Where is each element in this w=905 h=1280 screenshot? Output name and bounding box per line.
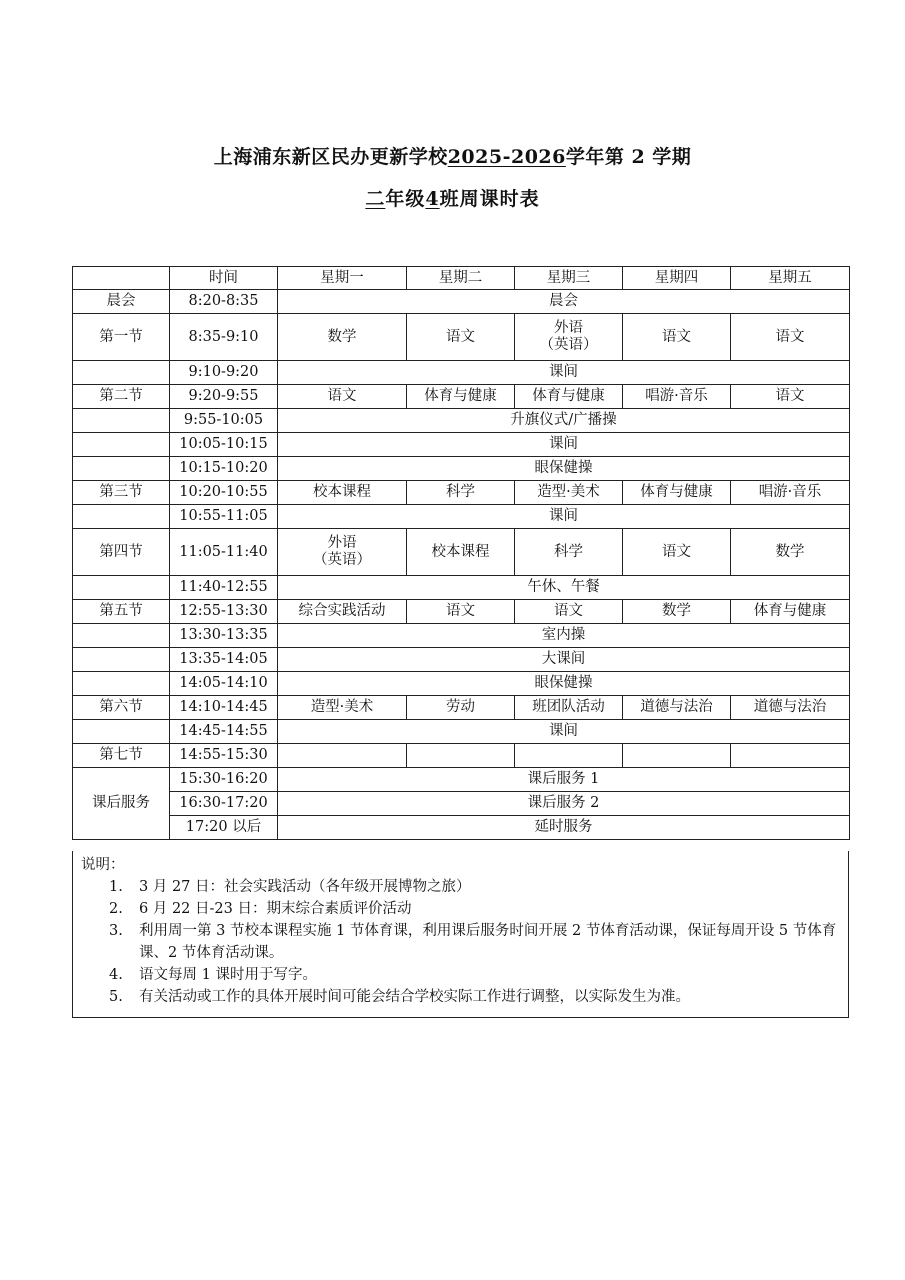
- header-cell: 星期二: [407, 267, 515, 290]
- note-number: 4.: [109, 967, 123, 983]
- merged-activity-cell: 课间: [278, 505, 850, 529]
- subject-cell: 科学: [515, 529, 623, 576]
- table-row: [73, 792, 850, 816]
- note-number: 1.: [109, 879, 123, 895]
- merged-activity-cell: 延时服务: [278, 816, 850, 840]
- title-prefix: 上海浦东新区民办更新学校: [213, 146, 448, 168]
- period-label: [73, 505, 170, 529]
- schedule-body: [73, 267, 850, 840]
- period-label: 第六节: [73, 696, 170, 720]
- subject-cell: 造型·美术: [278, 696, 407, 720]
- note-item: [73, 898, 848, 920]
- subject-cell: 体育与健康: [515, 385, 623, 409]
- header-cell: 星期四: [623, 267, 731, 290]
- subject-cell: 唱游·音乐: [731, 481, 850, 505]
- time-cell: 14:55-15:30: [170, 744, 278, 768]
- subject-cell: 外语 （英语）: [278, 529, 407, 576]
- note-number: 5.: [109, 989, 123, 1005]
- table-row: [73, 457, 850, 481]
- time-cell: 10:20-10:55: [170, 481, 278, 505]
- subject-cell: 语文: [623, 314, 731, 361]
- subject-cell: 语文: [278, 385, 407, 409]
- note-number: 3.: [109, 923, 123, 939]
- subject-cell: 体育与健康: [407, 385, 515, 409]
- table-row: [73, 505, 850, 529]
- period-label: [73, 361, 170, 385]
- table-row: [73, 816, 850, 840]
- merged-activity-cell: 午休、午餐: [278, 576, 850, 600]
- subject-cell: [278, 744, 407, 768]
- period-label: 第二节: [73, 385, 170, 409]
- time-cell: 11:40-12:55: [170, 576, 278, 600]
- merged-activity-cell: 课间: [278, 720, 850, 744]
- time-cell: 14:10-14:45: [170, 696, 278, 720]
- period-label: 第一节: [73, 314, 170, 361]
- note-item: [73, 986, 848, 1008]
- header-cell: [73, 267, 170, 290]
- time-cell: 15:30-16:20: [170, 768, 278, 792]
- header-cell: 星期一: [278, 267, 407, 290]
- note-text: 语文每周 1 课时用于写字。: [139, 967, 317, 983]
- header-cell: 时间: [170, 267, 278, 290]
- subject-cell: 综合实践活动: [278, 600, 407, 624]
- subject-cell: [407, 744, 515, 768]
- time-cell: 10:05-10:15: [170, 433, 278, 457]
- period-label: [73, 648, 170, 672]
- merged-activity-cell: 室内操: [278, 624, 850, 648]
- table-row: [73, 314, 850, 361]
- subtitle-class: 4: [425, 188, 440, 210]
- header-cell: 星期五: [731, 267, 850, 290]
- table-row: [73, 481, 850, 505]
- time-cell: 12:55-13:30: [170, 600, 278, 624]
- subject-cell: [515, 744, 623, 768]
- time-cell: 16:30-17:20: [170, 792, 278, 816]
- table-row: [73, 576, 850, 600]
- merged-activity-cell: 课间: [278, 361, 850, 385]
- notes-title: 说明：: [81, 857, 125, 873]
- table-row: [73, 648, 850, 672]
- subject-cell: 造型·美术: [515, 481, 623, 505]
- schedule-table: [72, 266, 850, 840]
- notes-list: [73, 876, 848, 1008]
- merged-activity-cell: 课后服务 1: [278, 768, 850, 792]
- subject-cell: 语文: [731, 385, 850, 409]
- subject-cell: 语文: [515, 600, 623, 624]
- period-label: 第四节: [73, 529, 170, 576]
- subject-cell: 数学: [623, 600, 731, 624]
- table-row: [73, 361, 850, 385]
- subject-cell: 外语 （英语）: [515, 314, 623, 361]
- time-cell: 17:20 以后: [170, 816, 278, 840]
- table-row: [73, 696, 850, 720]
- subtitle-suffix: 班周课时表: [439, 188, 540, 210]
- note-number: 2.: [109, 901, 123, 917]
- subject-cell: [731, 744, 850, 768]
- subject-cell: 语文: [407, 314, 515, 361]
- time-cell: 9:20-9:55: [170, 385, 278, 409]
- period-label: 第七节: [73, 744, 170, 768]
- period-label: [73, 409, 170, 433]
- subtitle-mid: 年级: [385, 188, 426, 210]
- note-text: 6 月 22 日-23 日：期末综合素质评价活动: [139, 901, 412, 917]
- time-cell: 9:55-10:05: [170, 409, 278, 433]
- table-row: [73, 624, 850, 648]
- table-row: [73, 433, 850, 457]
- subject-cell: 科学: [407, 481, 515, 505]
- subject-cell: 校本课程: [407, 529, 515, 576]
- note-item: [73, 920, 848, 964]
- note-text: 利用周一第 3 节校本课程实施 1 节体育课，利用课后服务时间开展 2 节体育活动课，保证每周开设 5 节体育课、2 节体育活动课。: [139, 923, 837, 961]
- time-cell: 8:20-8:35: [170, 290, 278, 314]
- subject-cell: [623, 744, 731, 768]
- table-row: [73, 672, 850, 696]
- subject-cell: 数学: [731, 529, 850, 576]
- title-year: 2025-2026: [447, 146, 566, 168]
- subject-cell: 语文: [623, 529, 731, 576]
- subject-cell: 语文: [731, 314, 850, 361]
- period-label: 第三节: [73, 481, 170, 505]
- table-row: [73, 529, 850, 576]
- merged-activity-cell: 课间: [278, 433, 850, 457]
- subject-cell: 数学: [278, 314, 407, 361]
- time-cell: 9:10-9:20: [170, 361, 278, 385]
- merged-activity-cell: 课后服务 2: [278, 792, 850, 816]
- merged-activity-cell: 晨会: [278, 290, 850, 314]
- merged-activity-cell: 升旗仪式/广播操: [278, 409, 850, 433]
- period-label: 第五节: [73, 600, 170, 624]
- subject-cell: 体育与健康: [623, 481, 731, 505]
- subject-cell: 劳动: [407, 696, 515, 720]
- period-label: [73, 433, 170, 457]
- table-header-row: [73, 267, 850, 290]
- table-row: [73, 768, 850, 792]
- period-label: 晨会: [73, 290, 170, 314]
- period-label: [73, 720, 170, 744]
- subtitle-grade: 二: [365, 188, 386, 210]
- subject-cell: 校本课程: [278, 481, 407, 505]
- title-suffix: 学年第 2 学期: [565, 146, 692, 168]
- notes-section: [72, 851, 849, 1018]
- table-row: [73, 385, 850, 409]
- time-cell: 14:45-14:55: [170, 720, 278, 744]
- period-label: [73, 672, 170, 696]
- table-row: [73, 600, 850, 624]
- period-label: [73, 624, 170, 648]
- table-row: [73, 720, 850, 744]
- merged-activity-cell: 大课间: [278, 648, 850, 672]
- header-cell: 星期三: [515, 267, 623, 290]
- period-label: 课后服务: [73, 768, 170, 840]
- table-row: [73, 409, 850, 433]
- time-cell: 13:30-13:35: [170, 624, 278, 648]
- subject-cell: 语文: [407, 600, 515, 624]
- time-cell: 10:15-10:20: [170, 457, 278, 481]
- note-text: 有关活动或工作的具体开展时间可能会结合学校实际工作进行调整，以实际发生为准。: [139, 989, 690, 1005]
- merged-activity-cell: 眼保健操: [278, 672, 850, 696]
- document-subtitle: [0, 184, 905, 211]
- time-cell: 11:05-11:40: [170, 529, 278, 576]
- time-cell: 10:55-11:05: [170, 505, 278, 529]
- time-cell: 14:05-14:10: [170, 672, 278, 696]
- note-item: [73, 964, 848, 986]
- table-row: [73, 744, 850, 768]
- subject-cell: 唱游·音乐: [623, 385, 731, 409]
- merged-activity-cell: 眼保健操: [278, 457, 850, 481]
- period-label: [73, 576, 170, 600]
- time-cell: 8:35-9:10: [170, 314, 278, 361]
- subject-cell: 道德与法治: [731, 696, 850, 720]
- subject-cell: 道德与法治: [623, 696, 731, 720]
- subject-cell: 班团队活动: [515, 696, 623, 720]
- note-item: [73, 876, 848, 898]
- document-title: [0, 142, 905, 169]
- period-label: [73, 457, 170, 481]
- note-text: 3 月 27 日：社会实践活动（各年级开展博物之旅）: [139, 879, 471, 895]
- subject-cell: 体育与健康: [731, 600, 850, 624]
- table-row: [73, 290, 850, 314]
- time-cell: 13:35-14:05: [170, 648, 278, 672]
